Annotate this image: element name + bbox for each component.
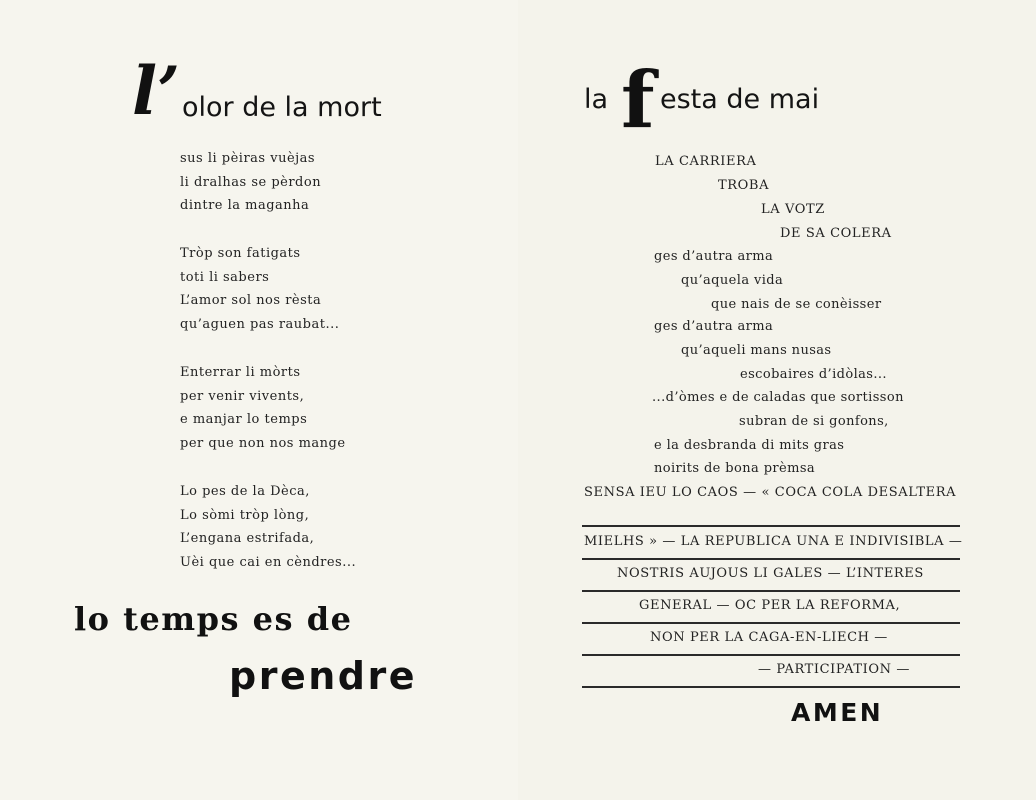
verse-line: per que non nos mange: [180, 435, 346, 451]
verse-line: ges d’autra arma: [654, 249, 774, 264]
verse-line: dintre la maganha: [180, 198, 310, 213]
poem-title: olor de la mort: [182, 92, 382, 123]
verse-line: Lo sòmi tròp lòng,: [180, 507, 310, 523]
motto-line-1: lo temps es de: [74, 600, 353, 638]
divider-rule: [582, 558, 960, 560]
verse-line: Uèi que cai en cèndres...: [180, 554, 357, 570]
divider-rule: [582, 686, 960, 688]
divider-rule: [582, 654, 960, 656]
verse-line: qu’aqueli mans nusas: [681, 343, 832, 358]
verse-line: LA VOTZ: [761, 202, 825, 217]
verse-line: per venir vivents,: [180, 388, 305, 404]
divider-rule: [582, 622, 960, 624]
verse-line: escobaires d’idòlas...: [740, 367, 887, 382]
boxed-line: GENERAL — OC PER LA REFORMA,: [639, 598, 901, 613]
verse-line: toti li sabers: [180, 269, 270, 285]
divider-rule: [582, 525, 960, 527]
verse-line: noirits de bona prèmsa: [654, 461, 816, 476]
stanza-4: [180, 480, 356, 574]
boxed-line: NON PER LA CAGA-EN-LIECH —: [650, 630, 888, 645]
verse-line: subran de si gonfons,: [739, 414, 889, 429]
verse-line: sus li pèiras vuèjas: [180, 151, 316, 166]
verse-line: ges d’autra arma: [654, 319, 774, 334]
verse-line: ...d’òmes e de caladas que sortisson: [652, 390, 904, 405]
verse-line: e manjar lo temps: [180, 412, 308, 427]
divider-rule: [582, 590, 960, 592]
verse-line: e la desbranda di mits gras: [654, 438, 845, 453]
verse-line: DE SA COLERA: [780, 226, 892, 241]
right-page: [518, 0, 1036, 800]
boxed-line: MIELHS » — LA REPUBLICA UNA E INDIVISIBLA —: [584, 534, 963, 549]
stanza-3: [180, 361, 346, 455]
motto-line-2: prendre: [229, 654, 417, 698]
verse-line: qu’aguen pas raubat...: [180, 316, 340, 332]
title-initial: f: [621, 55, 655, 146]
boxed-line: NOSTRIS AUJOUS LI GALES — L’INTERES: [617, 566, 924, 581]
verse-line: que nais de se conèisser: [711, 297, 882, 312]
boxed-line: — PARTICIPATION —: [758, 662, 910, 677]
poem-title: esta de mai: [660, 84, 820, 115]
verse-line: Lo pes de la Dèca,: [180, 484, 310, 499]
verse-line: L’engana estrifada,: [180, 531, 315, 546]
verse-line: Enterrar li mòrts: [180, 365, 301, 380]
poem-title-article: la: [584, 84, 609, 115]
verse-line: qu’aquela vida: [681, 273, 784, 288]
verse-line: SENSA IEU LO CAOS — « COCA COLA DESALTERA: [584, 485, 957, 500]
verse-line: L’amor sol nos rèsta: [180, 293, 322, 308]
verse-line: TROBA: [718, 178, 770, 193]
verse-line: LA CARRIERA: [655, 154, 757, 169]
stanza-2: [180, 242, 339, 336]
title-initial: l’: [132, 52, 181, 130]
stanza-1: [180, 147, 321, 218]
verse-line: li dralhas se pèrdon: [180, 174, 322, 190]
verse-line: Tròp son fatigats: [180, 246, 301, 261]
closing-word: AMEN: [791, 698, 884, 727]
